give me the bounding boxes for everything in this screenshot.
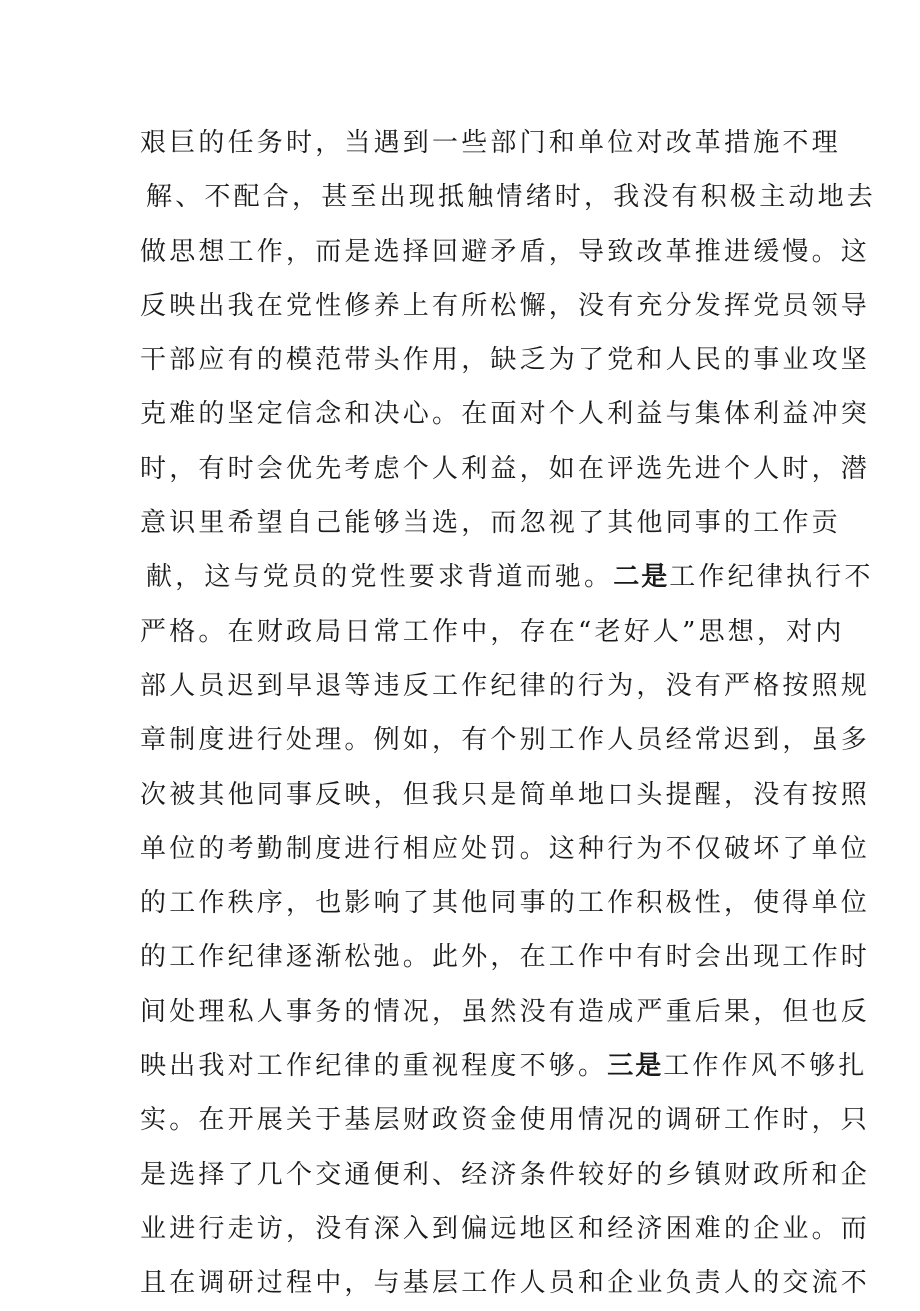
- text-line: 单位的考勤制度进行相应处罚。这种行为不仅破坏了单位: [140, 833, 871, 864]
- emphasis-marker: 二是: [613, 562, 670, 593]
- text-line: 且在调研过程中，与基层工作人员和企业负责人的交流不: [140, 1268, 871, 1299]
- text-segment: 献，这与党员的党性要求背道而驰。: [146, 562, 614, 593]
- text-line: 的工作秩序，也影响了其他同事的工作积极性，使得单位: [140, 888, 871, 919]
- text-line: 做思想工作，而是选择回避矛盾，导致改革推进缓慢。这: [140, 236, 871, 267]
- text-line: 是选择了几个交通便利、经济条件较好的乡镇财政所和企: [140, 1159, 871, 1190]
- text-segment: 映出我对工作纪律的重视程度不够。: [140, 1051, 608, 1082]
- text-line: 间处理私人事务的情况，虽然没有造成严重后果，但也反: [140, 996, 871, 1027]
- text-line: 时，有时会优先考虑个人利益，如在评选先进个人时，潜: [140, 453, 871, 484]
- text-line: 艰巨的任务时，当遇到一些部门和单位对改革措施不理: [140, 128, 841, 158]
- text-line: 意识里希望自己能够当选，而忽视了其他同事的工作贡: [140, 508, 841, 539]
- text-segment: 工作纪律执行不: [669, 562, 874, 593]
- text-line: 实。在开展关于基层财政资金使用情况的调研工作时，只: [140, 1105, 871, 1136]
- text-line: 反映出我在党性修养上有所松懈，没有充分发挥党员领导: [140, 290, 871, 321]
- text-line: 克难的坚定信念和决心。在面对个人利益与集体利益冲突: [140, 399, 871, 430]
- text-line: 次被其他同事反映，但我只是简单地口头提醒，没有按照: [140, 779, 871, 810]
- body-text: [140, 116, 877, 1311]
- text-segment: 工作作风不够扎: [663, 1051, 868, 1082]
- text-line: 严格。在财政局日常工作中，存在“老好人”思想，对内: [140, 616, 845, 647]
- text-line: 部人员迟到早退等违反工作纪律的行为，没有严格按照规: [140, 670, 871, 701]
- text-line: 的工作纪律逐渐松弛。此外，在工作中有时会出现工作时: [140, 942, 871, 973]
- emphasis-marker: 三是: [607, 1051, 664, 1082]
- text-line: [140, 550, 874, 604]
- text-line: [140, 1039, 868, 1093]
- text-line: 解、不配合，甚至出现抵触情绪时，我没有积极主动地去: [146, 182, 877, 213]
- text-line: 章制度进行处理。例如，有个别工作人员经常迟到，虽多: [140, 725, 871, 756]
- text-line: 干部应有的模范带头作用，缺乏为了党和人民的事业攻坚: [140, 345, 871, 376]
- text-line: 业进行走访，没有深入到偏远地区和经济困难的企业。而: [140, 1213, 871, 1244]
